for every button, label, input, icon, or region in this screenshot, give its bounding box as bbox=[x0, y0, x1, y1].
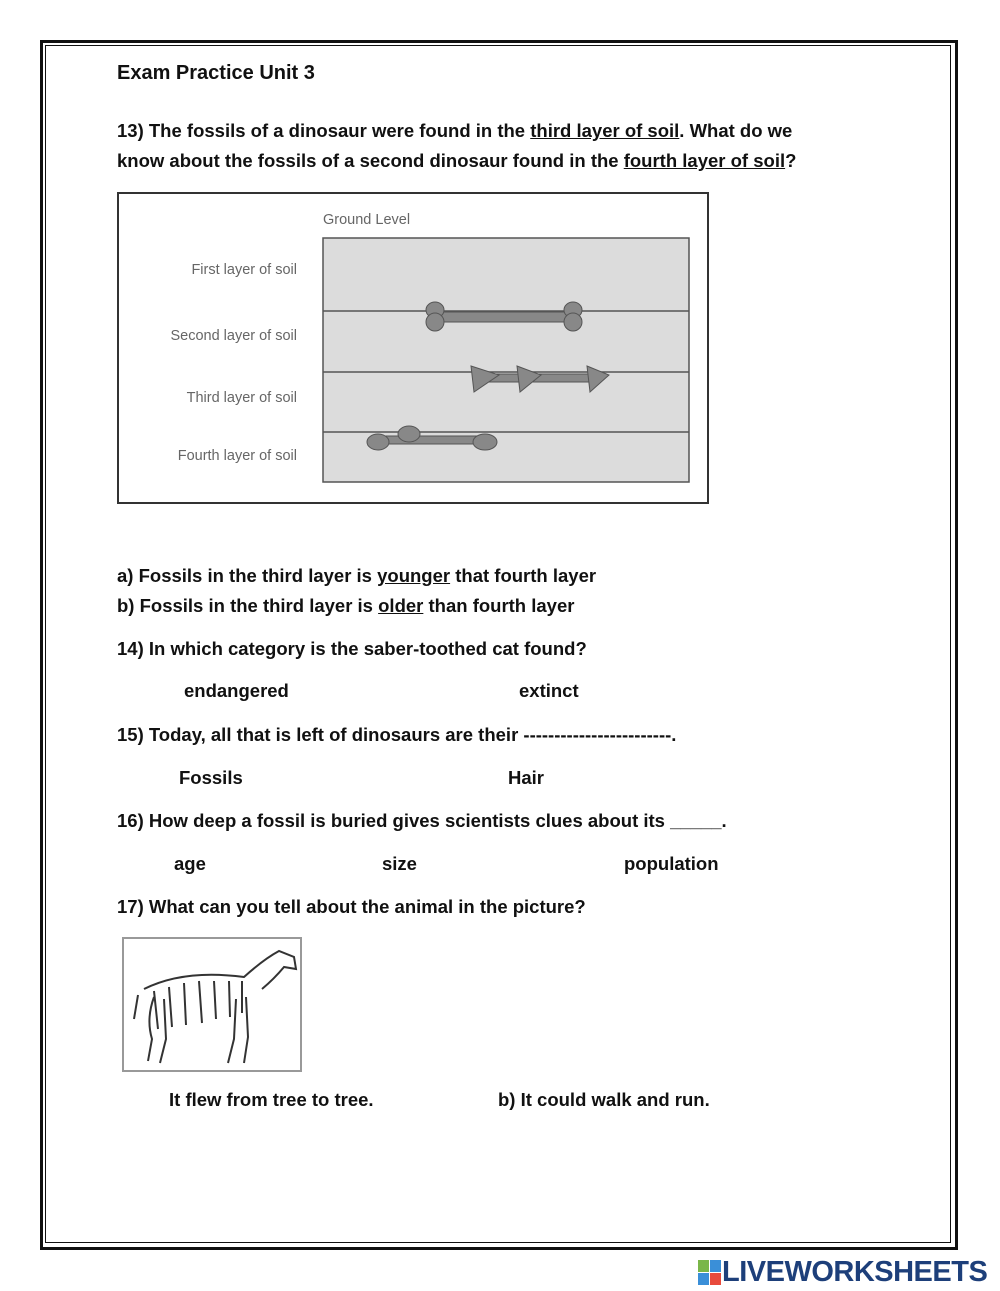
layer-label: Third layer of soil bbox=[186, 390, 297, 406]
layer-label: Second layer of soil bbox=[170, 328, 297, 344]
q14-option[interactable]: extinct bbox=[519, 680, 579, 701]
logo-badge-icon bbox=[698, 1260, 722, 1286]
q15-option[interactable]: Fossils bbox=[179, 767, 243, 788]
soil-layers-diagram bbox=[117, 192, 709, 504]
page-title: Exam Practice Unit 3 bbox=[117, 62, 315, 84]
logo-text: LIVEWORKSHEETS bbox=[722, 1256, 988, 1288]
q17-option[interactable]: b) It could walk and run. bbox=[498, 1089, 710, 1110]
q13-option-b[interactable]: b) Fossils in the third layer is older than fourth layer bbox=[117, 595, 575, 616]
layer-label: Fourth layer of soil bbox=[177, 448, 297, 464]
q17-text: 17) What can you tell about the animal in the picture? bbox=[117, 896, 586, 917]
q14-text: 14) In which category is the saber-toothed cat found? bbox=[117, 638, 587, 659]
liveworksheets-logo bbox=[698, 1256, 987, 1289]
soil-fossils-graphic bbox=[119, 194, 707, 502]
q13-line2: know about the fossils of a second dinosaur found in the fourth layer of soil? bbox=[117, 150, 797, 171]
q17-option[interactable]: It flew from tree to tree. bbox=[169, 1089, 374, 1110]
q13-line1: 13) The fossils of a dinosaur were found in the third layer of soil. What do we bbox=[117, 120, 793, 141]
q16-option[interactable]: age bbox=[174, 853, 206, 874]
q16-option[interactable]: population bbox=[624, 853, 719, 874]
q14-option[interactable]: endangered bbox=[184, 680, 289, 701]
q15-option[interactable]: Hair bbox=[508, 767, 544, 788]
q16-text: 16) How deep a fossil is buried gives scientists clues about its _____. bbox=[117, 810, 727, 831]
q15-text: 15) Today, all that is left of dinosaurs are their ------------------------. bbox=[117, 724, 677, 745]
horse-skeleton-image bbox=[122, 937, 302, 1072]
q13-option-a[interactable]: a) Fossils in the third layer is younger that fourth layer bbox=[117, 565, 597, 586]
layer-label: First layer of soil bbox=[191, 262, 297, 278]
ground-level-label: Ground Level bbox=[323, 212, 411, 228]
q16-option[interactable]: size bbox=[382, 853, 417, 874]
